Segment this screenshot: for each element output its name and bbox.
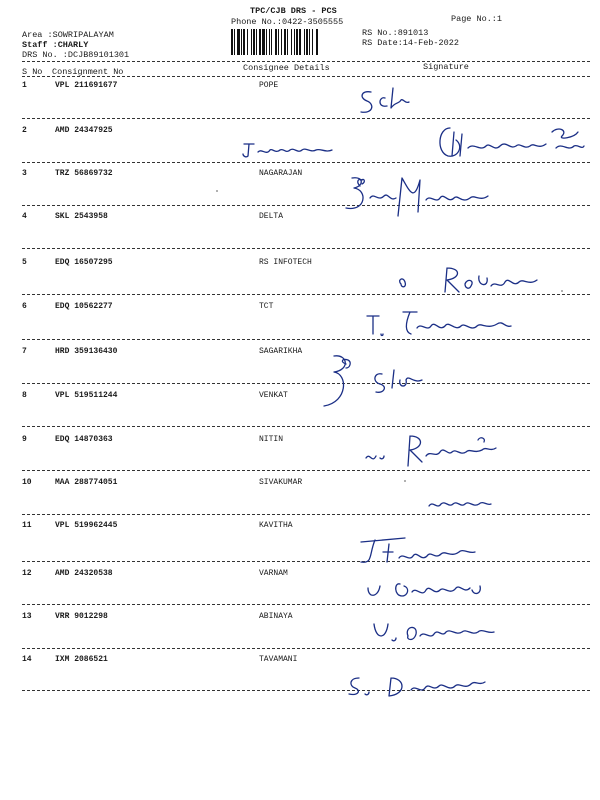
header-bottom-rule: [22, 76, 590, 77]
barcode-bar: [256, 29, 257, 55]
table-row: [0, 569, 600, 612]
row-divider: [22, 383, 590, 384]
row-divider: [22, 118, 590, 119]
row-consignee: VARNAM: [259, 569, 288, 578]
row-sno: 12: [22, 569, 32, 578]
row-divider: [22, 470, 590, 471]
scan-speck: [561, 290, 563, 292]
row-sno: 6: [22, 302, 27, 311]
signature-13: [370, 618, 510, 648]
row-sno: 2: [22, 126, 27, 135]
row-consignment: HRD 359136430: [55, 347, 118, 356]
column-header-consignment: Consignment No: [52, 67, 124, 77]
row-consignee: ABINAYA: [259, 612, 293, 621]
barcode-bar: [281, 29, 282, 55]
signature-10: [425, 494, 495, 514]
row-sno: 1: [22, 81, 27, 90]
scan-speck: [404, 480, 406, 482]
row-consignee: NAGARAJAN: [259, 169, 303, 178]
staff-label: Staff :CHARLY: [22, 40, 89, 50]
barcode-bar: [269, 29, 270, 55]
barcode-bar: [278, 29, 279, 55]
row-consignee: POPE: [259, 81, 279, 90]
row-consignee: RS INFOTECH: [259, 258, 312, 267]
barcode: [229, 28, 357, 56]
row-consignment: EDQ 16507295: [55, 258, 113, 267]
barcode-bar: [294, 29, 295, 55]
row-consignee: DELTA: [259, 212, 284, 221]
column-header-signature: Signature: [423, 62, 469, 72]
row-consignment: AMD 24347925: [55, 126, 113, 135]
row-consignment: VPL 211691677: [55, 81, 118, 90]
row-consignee: KAVITHA: [259, 521, 293, 530]
barcode-bar: [266, 29, 267, 55]
rs-number: RS No.:891013: [362, 28, 429, 38]
row-consignee: SIVAKUMAR: [259, 478, 303, 487]
barcode-bar: [291, 29, 292, 55]
barcode-bar: [296, 29, 298, 55]
row-divider: [22, 426, 590, 427]
row-divider: [22, 648, 590, 649]
row-divider: [22, 690, 590, 691]
signature-14: [345, 672, 495, 700]
signature-5: [395, 262, 545, 296]
barcode-bar: [251, 29, 252, 55]
signature-3: [340, 172, 500, 218]
barcode-bar: [253, 29, 255, 55]
row-divider: [22, 248, 590, 249]
row-consignee: VENKAT: [259, 391, 288, 400]
barcode-bar: [241, 29, 242, 55]
page-number: Page No.:1: [451, 14, 503, 24]
row-sno: 11: [22, 521, 32, 530]
row-sno: 4: [22, 212, 27, 221]
signature-11: [355, 532, 515, 570]
row-consignment: AMD 24320538: [55, 569, 113, 578]
barcode-bar: [262, 29, 265, 55]
barcode-bar: [234, 29, 235, 55]
row-consignment: MAA 288774051: [55, 478, 118, 487]
row-sno: 3: [22, 169, 27, 178]
signature-2a: [240, 138, 350, 160]
signature-9: [362, 428, 502, 472]
row-consignment: EDQ 10562277: [55, 302, 113, 311]
barcode-bar: [237, 29, 240, 55]
row-divider: [22, 514, 590, 515]
document-title: TPC/CJB DRS - PCS: [250, 6, 337, 16]
barcode-bar: [299, 29, 301, 55]
row-consignee: TAVAMANI: [259, 655, 298, 664]
barcode-bar: [309, 29, 310, 55]
barcode-bar: [287, 29, 288, 55]
table-row: [0, 655, 600, 698]
row-consignment: SKL 2543958: [55, 212, 108, 221]
barcode-bar: [271, 29, 272, 55]
row-consignment: VRR 9012298: [55, 612, 108, 621]
table-row: [0, 391, 600, 434]
phone-number: Phone No.:0422-3505555: [231, 17, 344, 27]
row-sno: 14: [22, 655, 32, 664]
row-divider: [22, 604, 590, 605]
row-consignment: VPL 519511244: [55, 391, 118, 400]
header-top-rule: [22, 61, 590, 62]
table-row: [0, 435, 600, 478]
row-consignee: TCT: [259, 302, 274, 311]
barcode-bar: [284, 29, 286, 55]
barcode-bar: [306, 29, 308, 55]
barcode-bar: [231, 29, 233, 55]
row-consignment: VPL 519962445: [55, 521, 118, 530]
rs-date: RS Date:14-Feb-2022: [362, 38, 459, 48]
row-consignee: SAGARIKHA: [259, 347, 303, 356]
row-consignment: EDQ 14870363: [55, 435, 113, 444]
barcode-bar: [259, 29, 261, 55]
signature-6: [365, 306, 515, 340]
row-sno: 7: [22, 347, 27, 356]
barcode-bar: [304, 29, 305, 55]
signature-1: [355, 84, 435, 118]
barcode-bar: [247, 29, 248, 55]
barcode-bar: [316, 29, 318, 55]
row-sno: 5: [22, 258, 27, 267]
barcode-bar: [275, 29, 277, 55]
row-consignment: TRZ 56869732: [55, 169, 113, 178]
scan-speck: [216, 190, 218, 192]
row-consignment: IXM 2086521: [55, 655, 108, 664]
barcode-bar: [312, 29, 313, 55]
column-header-consignee: Consignee Details: [243, 63, 330, 73]
row-consignee: NITIN: [259, 435, 284, 444]
barcode-bar: [243, 29, 245, 55]
row-sno: 13: [22, 612, 32, 621]
signature-7: [318, 350, 438, 412]
row-sno: 10: [22, 478, 32, 487]
column-header-sno: S No: [22, 67, 43, 77]
row-divider: [22, 205, 590, 206]
area-label: Area :SOWRIPALAYAM: [22, 30, 114, 40]
row-sno: 8: [22, 391, 27, 400]
signature-12: [364, 574, 504, 606]
drs-number: DRS No. :DCJB89101301: [22, 50, 130, 60]
signature-2b: [428, 122, 588, 164]
row-sno: 9: [22, 435, 27, 444]
